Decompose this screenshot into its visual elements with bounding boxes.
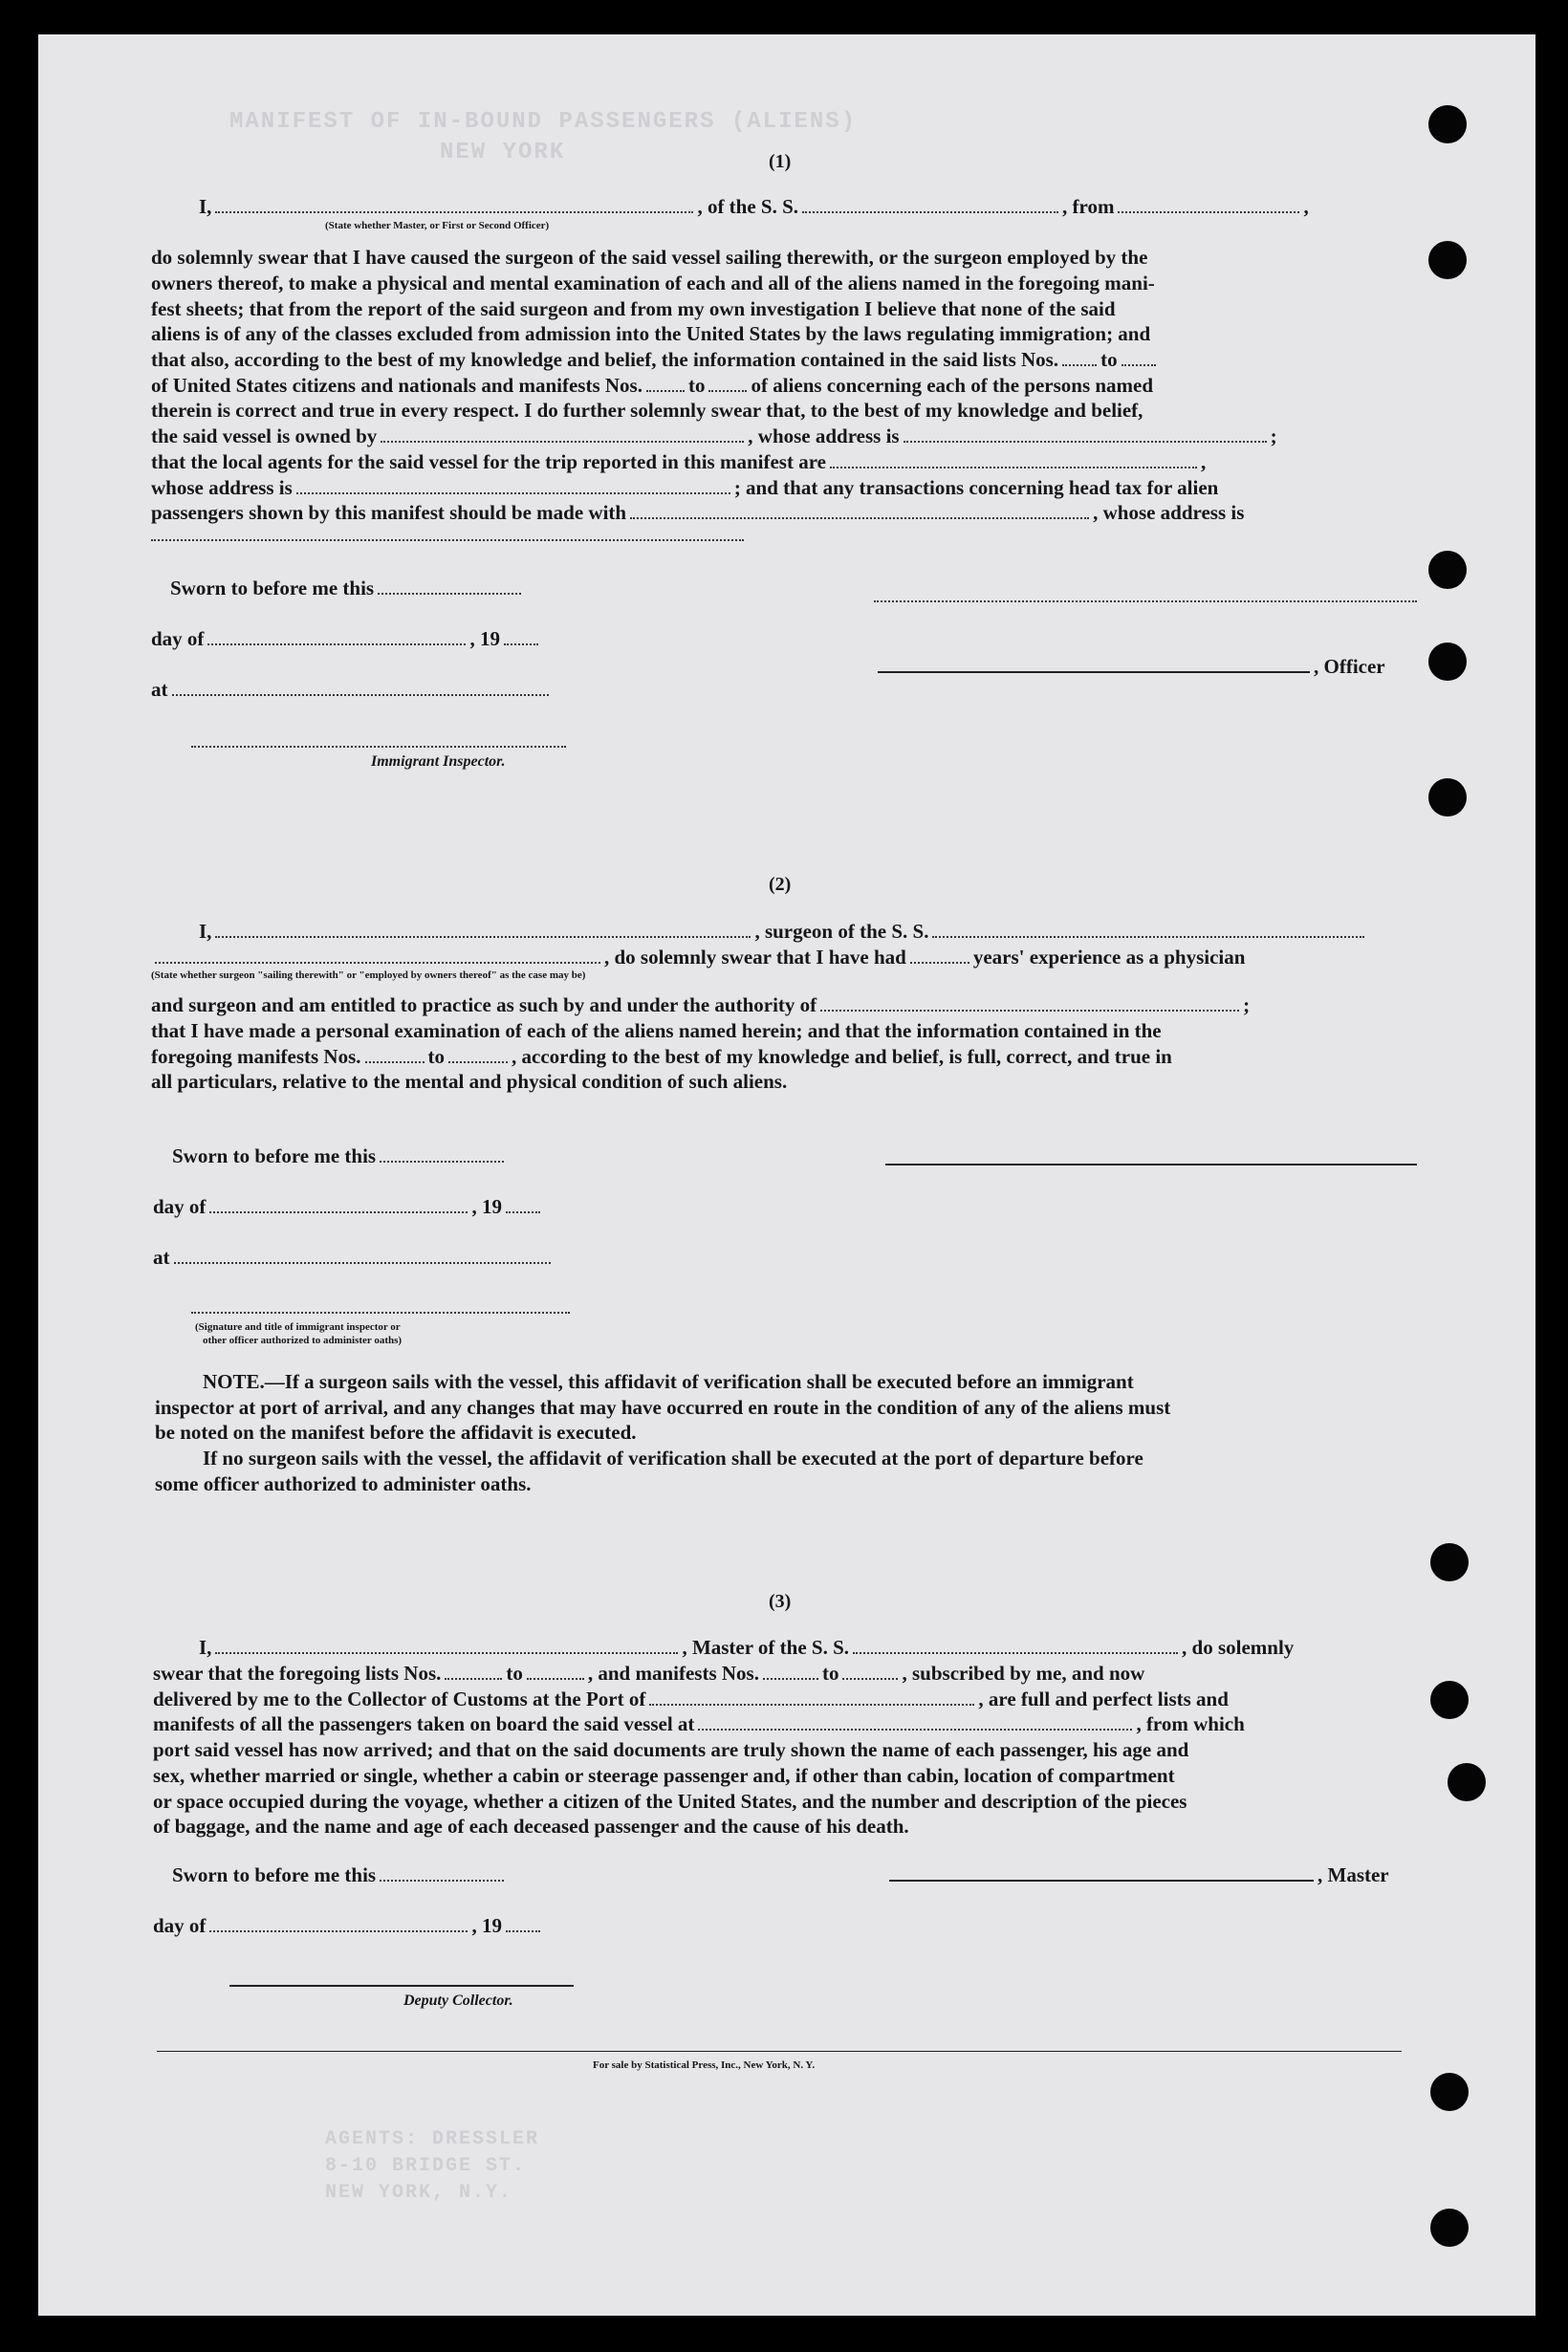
s1-p6-text: of United States citizens and nationals and manifests Nos. [151, 374, 642, 397]
s2-note-2: inspector at port of arrival, and any changes that may have occurred en route in the condition of any of the aliens must [155, 1396, 1171, 1419]
s1-master-signature-line [874, 600, 1417, 602]
s2-dayof [153, 1194, 544, 1219]
binder-hole [1428, 778, 1467, 817]
s2-note-4: If no surgeon sails with the vessel, the affidavit of verification shall be executed at the port of departure before [203, 1447, 1143, 1470]
binder-hole [1428, 551, 1467, 589]
s3-sworn [172, 1862, 508, 1887]
s2-note-1: NOTE.—If a surgeon sails with the vessel, this affidavit of verification shall be executed before an immigrant [203, 1370, 1134, 1393]
s2-at-text: at [153, 1246, 170, 1269]
footer-imprint: For sale by Statistical Press, Inc., New York, N. Y. [593, 2059, 816, 2071]
s3-year: , 19 [471, 1914, 502, 1937]
s2-authority-text: and surgeon and am entitled to practice as such by and under the authority of [151, 993, 817, 1016]
s1-line-1 [199, 194, 1309, 219]
s1-agents-address-label: whose address is [151, 476, 293, 499]
s1-headtax-address-label: , whose address is [1093, 501, 1245, 524]
s2-to: to [427, 1045, 446, 1068]
s3-p7: or space occupied during the voyage, whether a citizen of the United States, and the number and description of the pieces [153, 1790, 1187, 1813]
s1-at-text: at [151, 678, 168, 701]
s3-master [885, 1862, 1389, 1887]
agents-stamp: AGENTS: DRESSLER [325, 2128, 540, 2150]
form-page [38, 34, 1535, 2316]
s3-to-1: to [506, 1662, 523, 1685]
s1-comma2: , [1200, 450, 1207, 473]
binder-hole [1430, 1543, 1469, 1581]
s2-p4: that I have made a personal examination of each of the aliens named herein; and that the information contained in the [151, 1019, 1162, 1042]
binder-hole [1428, 241, 1467, 279]
s3-lists-text: swear that the foregoing lists Nos. [153, 1662, 442, 1685]
s2-at [153, 1245, 555, 1270]
s1-headtax-text: ; and that any transactions concerning head tax for alien [733, 476, 1219, 499]
s1-of-ss: , of the S. S. [697, 195, 799, 218]
s1-p6-tail: of aliens concerning each of the persons named [751, 374, 1154, 397]
s3-p6: sex, whether married or single, whether a cabin or steerage passenger and, if other than cabin, location of compartment [153, 1764, 1175, 1787]
s3-dayof [153, 1913, 544, 1938]
s3-sworn-text: Sworn to before me this [172, 1863, 377, 1886]
stamp-ghost-port: NEW YORK [440, 140, 566, 165]
s2-sworn-text: Sworn to before me this [172, 1144, 377, 1167]
s1-p5-text: that also, according to the best of my knowledge and belief, the information contained in the said lists Nos. [151, 348, 1059, 371]
s2-surgeon-of: , surgeon of the S. S. [754, 920, 929, 943]
s2-i: I, [199, 920, 212, 943]
s3-master-text: , Master [1318, 1863, 1389, 1886]
s1-inspector-line [191, 746, 566, 748]
s1-p5-to: to [1100, 348, 1118, 371]
s3-master-of: , Master of the S. S. [682, 1636, 850, 1659]
s2-years-text: years' experience as a physician [972, 946, 1246, 969]
s1-at [151, 677, 553, 702]
binder-hole [1428, 105, 1467, 143]
s1-address-line [151, 539, 744, 541]
s2-line-1 [199, 919, 1368, 944]
section-1-number: (1) [769, 151, 792, 172]
footer-rule [157, 2051, 1402, 2052]
s2-dayof-text: day of [153, 1195, 207, 1218]
s1-dayof-text: day of [151, 627, 205, 650]
s3-manifests-text: , and manifests Nos. [587, 1662, 759, 1685]
s1-caption-officer: (State whether Master, or First or Second Officer) [325, 220, 550, 231]
s1-officer [874, 654, 1385, 679]
s3-to-2: to [821, 1662, 839, 1685]
s1-p1: do solemnly swear that I have caused the surgeon of the said vessel sailing therewith, or the surgeon employed by the [151, 246, 1148, 269]
s3-perfect-text: , are full and perfect lists and [978, 1688, 1229, 1710]
binder-hole [1430, 2209, 1469, 2247]
s3-p8: of baggage, and the name and age of each deceased passenger and the cause of his death. [153, 1815, 909, 1838]
s2-p3 [151, 992, 1250, 1017]
s3-deputy-caption: Deputy Collector. [403, 1993, 513, 2009]
s1-p4: aliens is of any of the classes excluded from admission into the United States by the laws regulating immigration; and [151, 322, 1151, 345]
s2-sig-caption-2: other officer authorized to administer oaths) [203, 1335, 403, 1346]
s1-p7: therein is correct and true in every respect. I do further solemnly swear that, to the best of my knowledge and belief, [151, 399, 1143, 422]
s1-i: I, [199, 195, 212, 218]
s1-p10 [151, 475, 1218, 500]
agents-stamp-city: NEW YORK, N.Y. [325, 2182, 513, 2204]
binder-hole [1430, 2073, 1469, 2111]
s3-dayof-text: day of [153, 1914, 207, 1937]
s3-i: I, [199, 1636, 212, 1659]
section-3-number: (3) [769, 1591, 792, 1612]
s2-note-3: be noted on the manifest before the affidavit is executed. [155, 1421, 637, 1444]
binder-hole [1428, 642, 1467, 681]
s1-sworn-text: Sworn to before me this [170, 577, 375, 599]
s1-p8 [151, 424, 1277, 448]
s3-taken-text: manifests of all the passengers taken on board the said vessel at [153, 1712, 695, 1735]
s1-p3: fest sheets; that from the report of the said surgeon and from my own investigation I believe that none of the said [151, 297, 1116, 320]
s1-dayof [151, 626, 542, 651]
s2-surgeon-signature-line [885, 1164, 1417, 1165]
s3-line-3 [153, 1687, 1229, 1711]
s3-subscribed-text: , subscribed by me, and now [902, 1662, 1145, 1685]
s2-semicolon: ; [1243, 993, 1251, 1016]
s2-caption-surgeon: (State whether surgeon "sailing therewith" or "employed by owners thereof" as the case may be) [151, 969, 586, 981]
s2-sworn [172, 1143, 508, 1168]
s1-headtax-label: passengers shown by this manifest should be made with [151, 501, 627, 524]
s1-p6 [151, 373, 1153, 398]
s2-manifests-text: foregoing manifests Nos. [151, 1045, 361, 1068]
s1-comma: , [1303, 195, 1309, 218]
s3-line-1 [199, 1635, 1294, 1660]
s1-officer-text: , Officer [1314, 655, 1385, 678]
s2-note-5: some officer authorized to administer oaths. [155, 1472, 532, 1495]
binder-hole [1448, 1763, 1486, 1801]
s1-p6-to: to [687, 374, 706, 397]
s3-from-which: , from which [1136, 1712, 1245, 1735]
s1-p2: owners thereof, to make a physical and mental examination of each and all of the aliens named in the foregoing mani- [151, 272, 1155, 294]
s1-inspector-caption: Immigrant Inspector. [371, 753, 506, 770]
s2-p5 [151, 1044, 1172, 1069]
s1-owner-label: the said vessel is owned by [151, 425, 378, 447]
s2-swear-text: , do solemnly swear that I have had [604, 946, 906, 969]
section-2-number: (2) [769, 874, 792, 895]
agents-stamp-street: 8-10 BRIDGE ST. [325, 2155, 527, 2177]
s1-sworn [170, 576, 525, 600]
s2-inspector-line [191, 1312, 570, 1314]
s1-p9 [151, 449, 1206, 474]
s2-sig-caption-1: (Signature and title of immigrant inspector or [195, 1321, 401, 1333]
s2-p6: all particulars, relative to the mental and physical condition of such aliens. [151, 1070, 788, 1093]
binder-hole [1430, 1681, 1469, 1719]
s1-p5 [151, 347, 1160, 372]
s3-p5: port said vessel has now arrived; and that on the said documents are truly shown the name of each passenger, his age and [153, 1738, 1189, 1761]
s2-correct-text: , according to the best of my knowledge and belief, is full, correct, and true in [512, 1045, 1172, 1068]
s2-line-2 [151, 945, 1245, 969]
s3-line-4 [153, 1711, 1245, 1736]
stamp-ghost: MANIFEST OF IN-BOUND PASSENGERS (ALIENS) [229, 109, 858, 135]
s1-semicolon: ; [1270, 425, 1277, 447]
s3-solemnly: , do solemnly [1182, 1636, 1295, 1659]
s1-owner-address-label: , whose address is [748, 425, 900, 447]
s1-p11 [151, 500, 1244, 525]
s3-line-2 [153, 1661, 1144, 1686]
s3-deputy-line [229, 1985, 574, 1987]
s1-year: , 19 [469, 627, 500, 650]
s1-agents-label: that the local agents for the said vessel for the trip reported in this manifest are [151, 450, 826, 473]
s1-from: , from [1062, 195, 1115, 218]
s3-port-text: delivered by me to the Collector of Customs at the Port of [153, 1688, 646, 1710]
s2-year: , 19 [471, 1195, 502, 1218]
